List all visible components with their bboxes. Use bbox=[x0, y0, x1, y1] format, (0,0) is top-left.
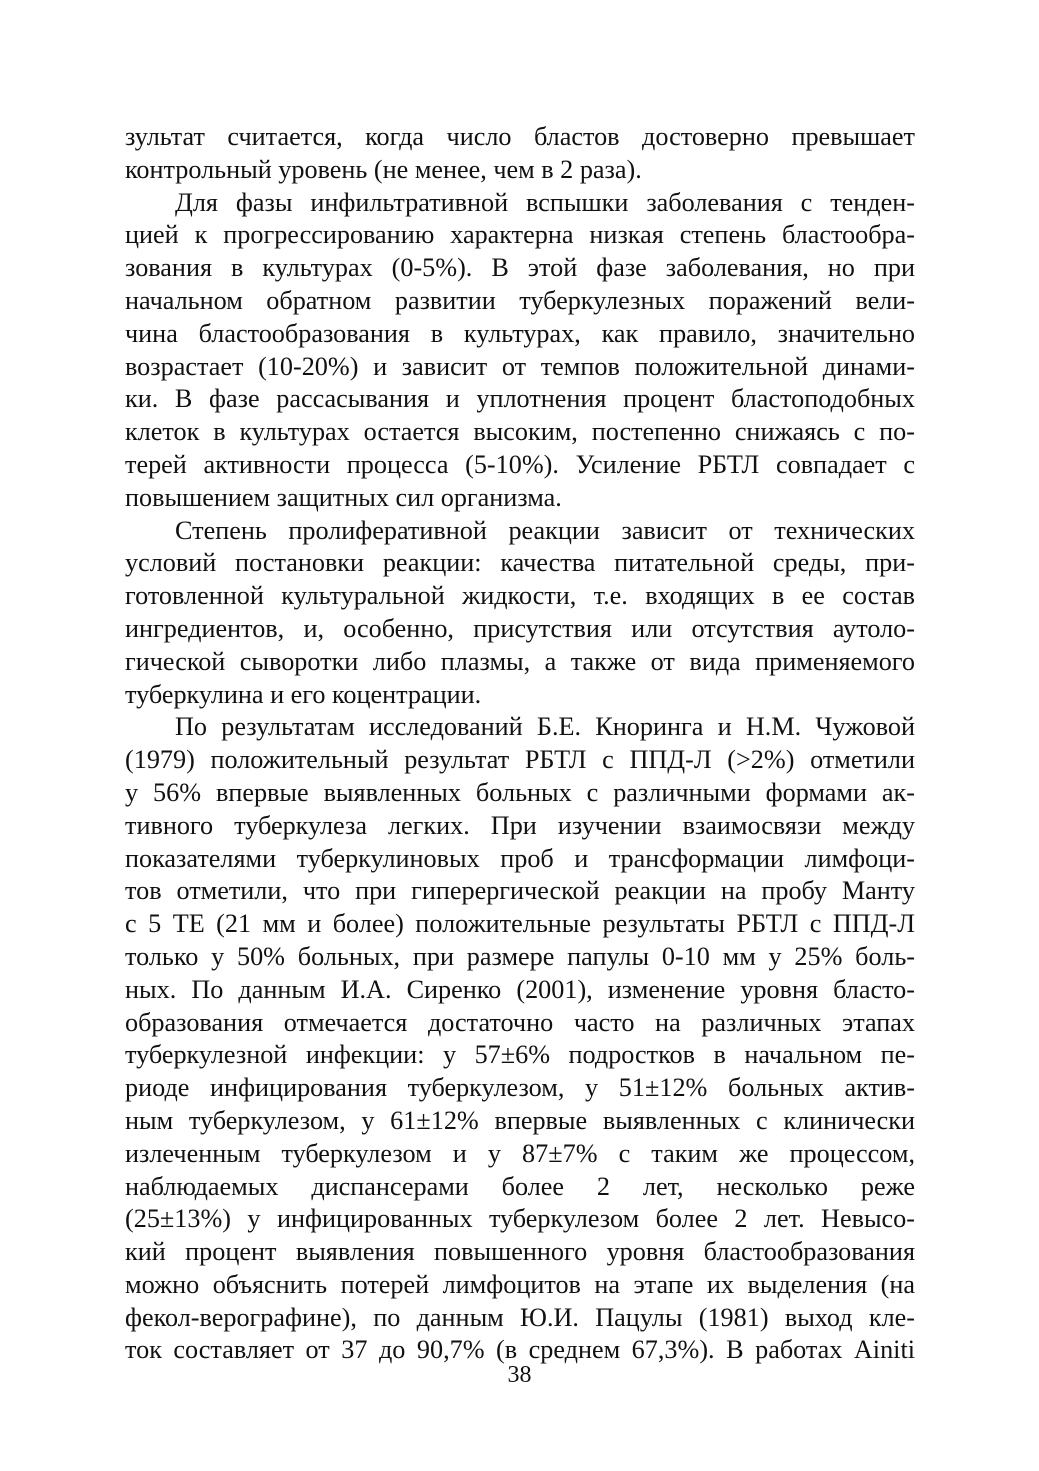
text-line: (25±13%) у инфицированных туберкулезом более 2 лет. Невысо- bbox=[125, 1204, 915, 1234]
text-line: По результатам исследований Б.Е. Кноринга и Н.М. Чужовой bbox=[175, 712, 915, 742]
text-line: излеченным туберкулезом и у 87±7% с таким же процессом, bbox=[125, 1138, 915, 1168]
text-line: (1979) положительный результат РБТЛ с ППД-Л (>2%) отметили bbox=[125, 745, 915, 775]
text-line: с 5 ТЕ (21 мм и более) положительные результаты РБТЛ с ППД-Л bbox=[125, 909, 915, 939]
text-line: тов отметили, что при гиперергической реакции на пробу Манту bbox=[125, 876, 915, 906]
text-line: клеток в культурах остается высоким, постепенно снижаясь с по- bbox=[125, 417, 915, 447]
text-line: ингредиентов, и, особенно, присутствия или отсутствия аутоло- bbox=[125, 613, 915, 643]
text-line: ток составляет от 37 до 90,7% (в среднем 67,3%). В работах Ainiti bbox=[125, 1335, 915, 1365]
text-line: ным туберкулезом, у 61±12% впервые выявленных с клинически bbox=[125, 1105, 915, 1135]
text-line: зультат считается, когда число бластов достоверно превышает bbox=[125, 122, 915, 151]
text-line: возрастает (10-20%) и зависит от темпов положительной динами- bbox=[125, 351, 915, 381]
text-line: фекол-верографине), по данным Ю.И. Пацулы (1981) выход кле- bbox=[125, 1302, 915, 1332]
paragraph bbox=[125, 187, 915, 515]
body-text bbox=[125, 121, 915, 1367]
text-line: ки. В фазе рассасывания и уплотнения процент бластоподобных bbox=[125, 384, 915, 414]
text-line: наблюдаемых диспансерами более 2 лет, несколько реже bbox=[125, 1171, 915, 1201]
paragraph bbox=[125, 515, 915, 712]
text-line: условий постановки реакции: качества питательной среды, при- bbox=[125, 548, 915, 578]
text-line: Степень пролиферативной реакции зависит от технических bbox=[175, 515, 915, 545]
text-line: можно объяснить потерей лимфоцитов на этапе их выделения (на bbox=[125, 1269, 915, 1299]
text-line: тивного туберкулеза легких. При изучении взаимосвязи между bbox=[125, 810, 915, 840]
text-line: риоде инфицирования туберкулезом, у 51±12% больных актив- bbox=[125, 1073, 915, 1103]
text-line: контрольный уровень (не менее, чем в 2 раза). bbox=[125, 154, 642, 184]
text-line: показателями туберкулиновых проб и трансформации лимфоци- bbox=[125, 843, 915, 873]
text-line: у 56% впервые выявленных больных с различными формами ак- bbox=[125, 777, 915, 807]
text-line: образования отмечается достаточно часто на различных этапах bbox=[125, 1007, 915, 1037]
text-line: цией к прогрессированию характерна низкая степень бластообра- bbox=[125, 220, 915, 250]
text-line: Для фазы инфильтративной вспышки заболевания с тенден- bbox=[175, 187, 915, 217]
text-line: туберкулезной инфекции: у 57±6% подростков в начальном пе- bbox=[125, 1040, 915, 1070]
text-line: готовленной культуральной жидкости, т.е. входящих в ее состав bbox=[125, 581, 915, 611]
text-line: туберкулина и его коцентрации. bbox=[125, 679, 482, 709]
page-number: 38 bbox=[507, 1362, 532, 1388]
paragraph bbox=[125, 121, 915, 187]
paragraph bbox=[125, 711, 915, 1367]
text-line: только у 50% больных, при размере папулы 0-10 мм у 25% боль- bbox=[125, 941, 915, 971]
text-line: чина бластообразования в культурах, как правило, значительно bbox=[125, 318, 915, 348]
text-line: ных. По данным И.А. Сиренко (2001), изменение уровня бласто- bbox=[125, 974, 915, 1004]
text-line: кий процент выявления повышенного уровня бластообразования bbox=[125, 1237, 915, 1267]
text-line: гической сыворотки либо плазмы, а также от вида применяемого bbox=[125, 646, 915, 676]
text-line: повышением защитных сил организма. bbox=[125, 482, 562, 512]
text-line: начальном обратном развитии туберкулезных поражений вели- bbox=[125, 285, 915, 315]
text-line: зования в культурах (0-5%). В этой фазе заболевания, но при bbox=[125, 253, 915, 283]
text-line: терей активности процесса (5-10%). Усиление РБТЛ совпадает с bbox=[125, 449, 915, 479]
